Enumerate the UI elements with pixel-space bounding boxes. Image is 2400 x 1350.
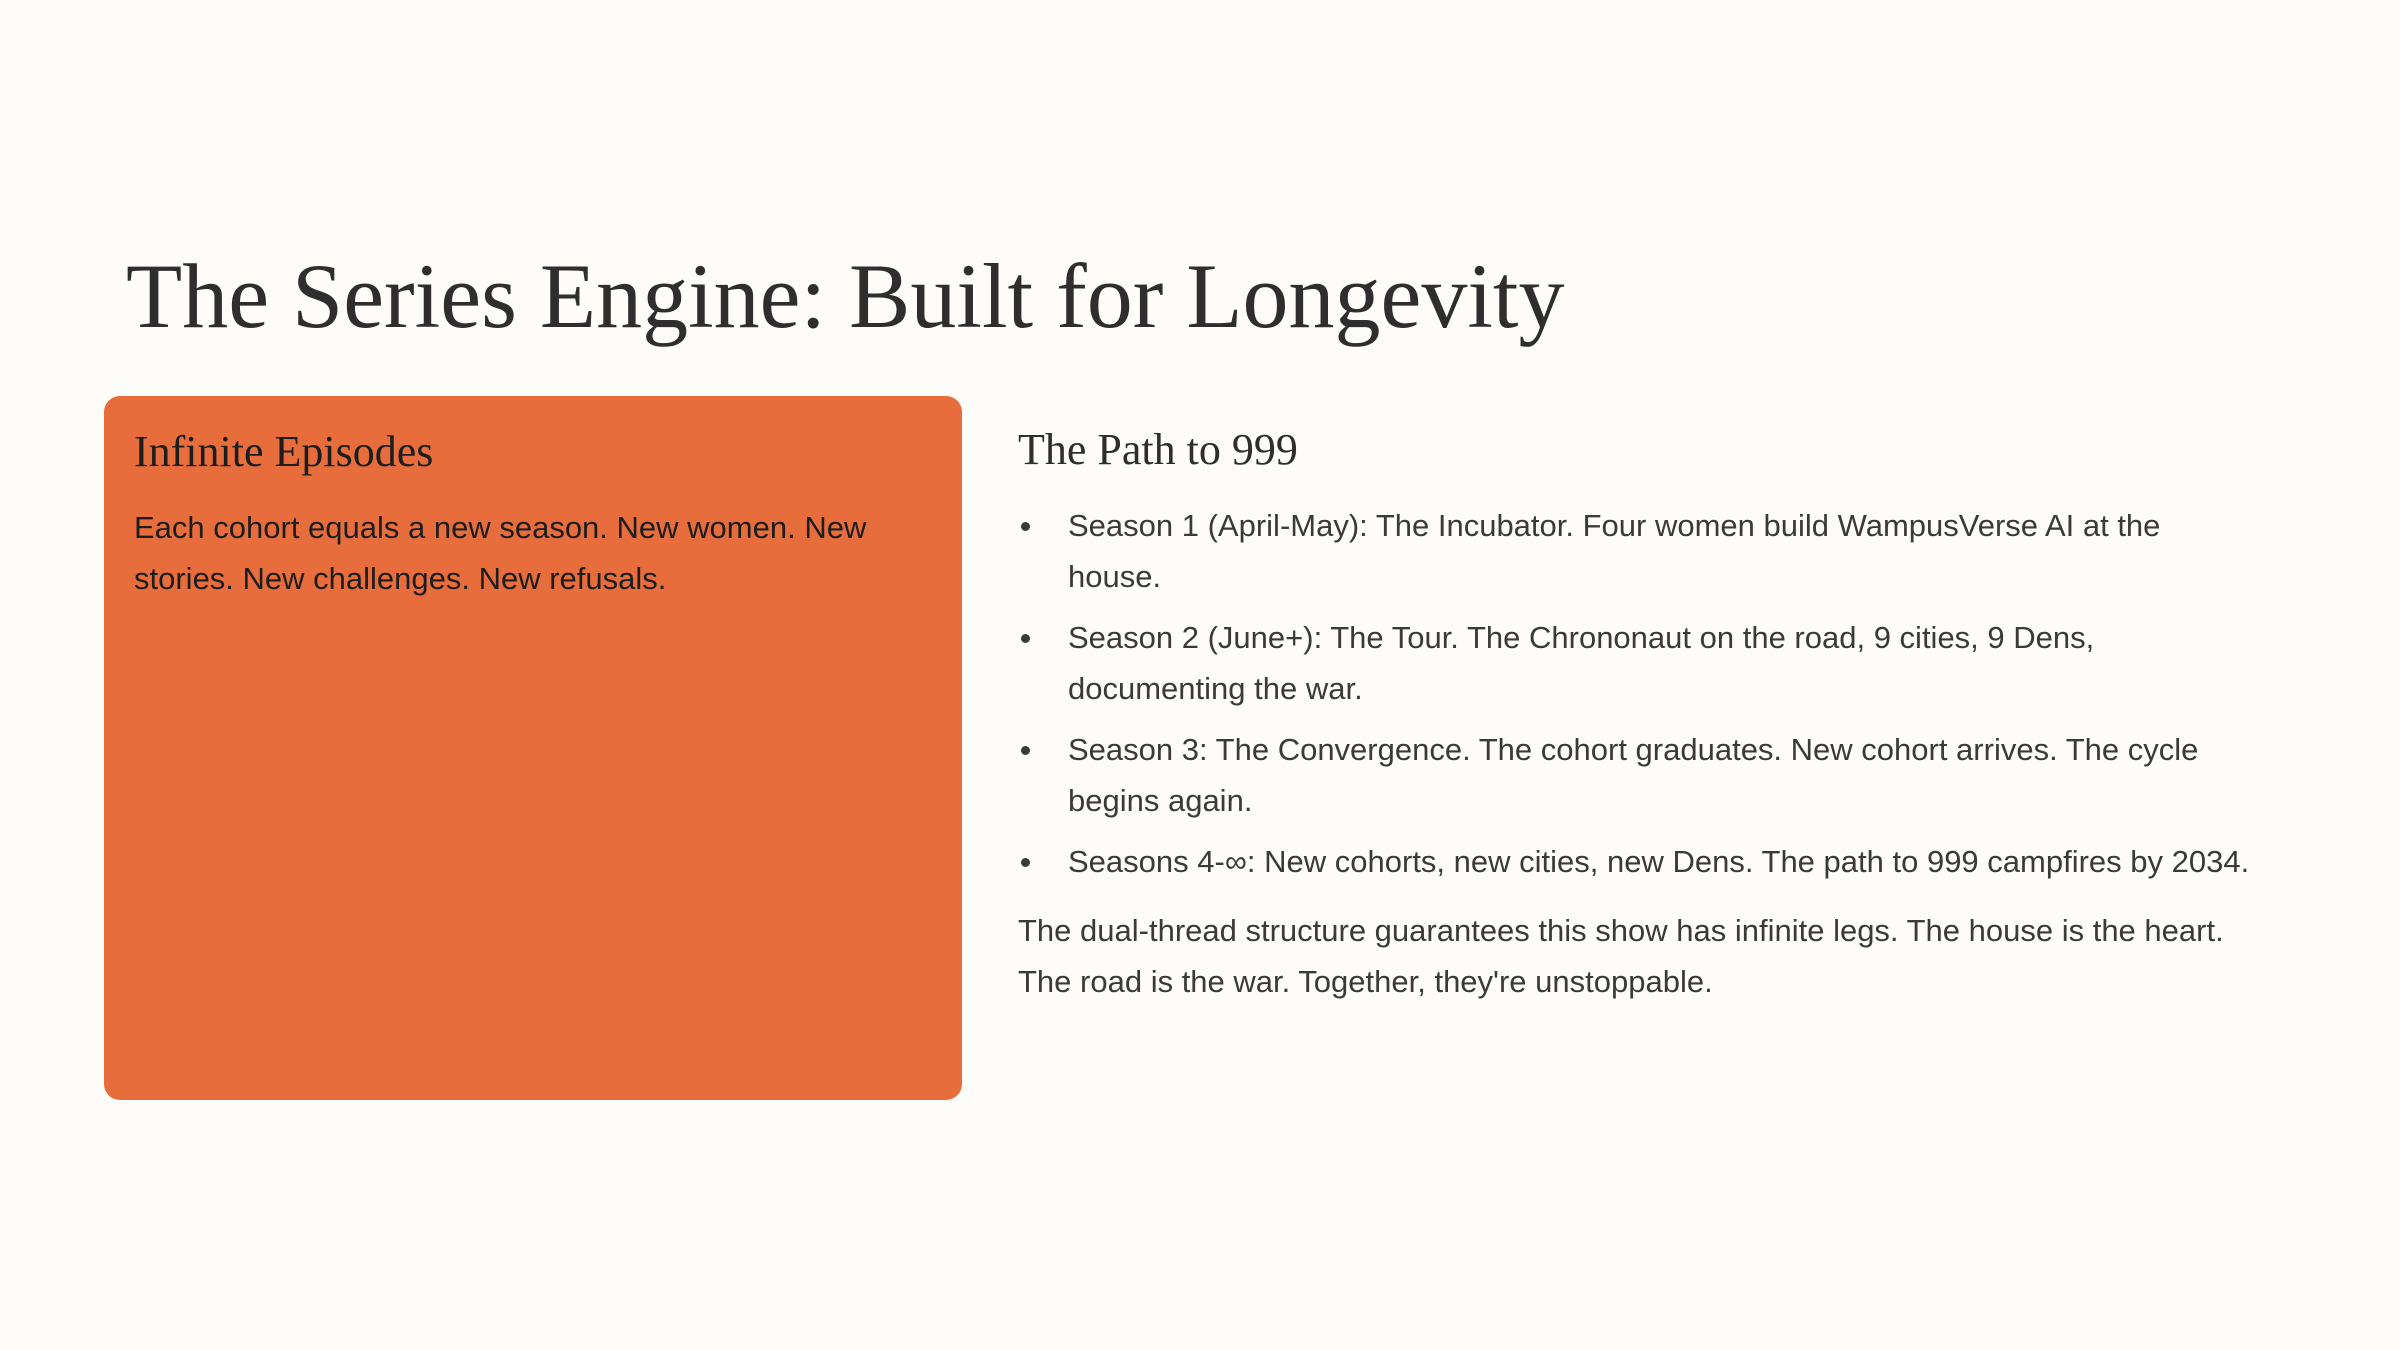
list-item: [1018, 500, 2258, 602]
season-text: Season 1 (April-May): The Incubator. Four women build WampusVerse AI at the house.: [1068, 508, 2161, 594]
slide-title: The Series Engine: Built for Longevity: [126, 245, 1565, 347]
bullet-icon: [1021, 522, 1030, 531]
list-item: [1018, 724, 2258, 826]
bullet-icon: [1021, 746, 1030, 755]
card-body-text: Each cohort equals a new season. New women. New stories. New challenges. New refusals.: [134, 510, 867, 596]
path-section: [1018, 420, 2258, 1007]
season-text: Season 2 (June+): The Tour. The Chrononaut on the road, 9 cities, 9 Dens, documenting the war.: [1068, 620, 2095, 706]
list-item: [1018, 612, 2258, 714]
bullet-icon: [1021, 858, 1030, 867]
summary-paragraph: The dual-thread structure guarantees this show has infinite legs. The house is the heart. The road is the war. Together, they're unstoppable.: [1018, 913, 2224, 999]
season-text: Season 3: The Convergence. The cohort graduates. New cohort arrives. The cycle begins again.: [1068, 732, 2199, 818]
bullet-icon: [1021, 634, 1030, 643]
list-item: [1018, 836, 2258, 887]
season-text: Seasons 4-∞: New cohorts, new cities, new Dens. The path to 999 campfires by 2034.: [1068, 844, 2250, 879]
season-list: [1018, 500, 2258, 887]
card-heading: Infinite Episodes: [134, 427, 434, 476]
section-heading: The Path to 999: [1018, 425, 1298, 474]
infinite-episodes-card: [104, 396, 962, 1100]
